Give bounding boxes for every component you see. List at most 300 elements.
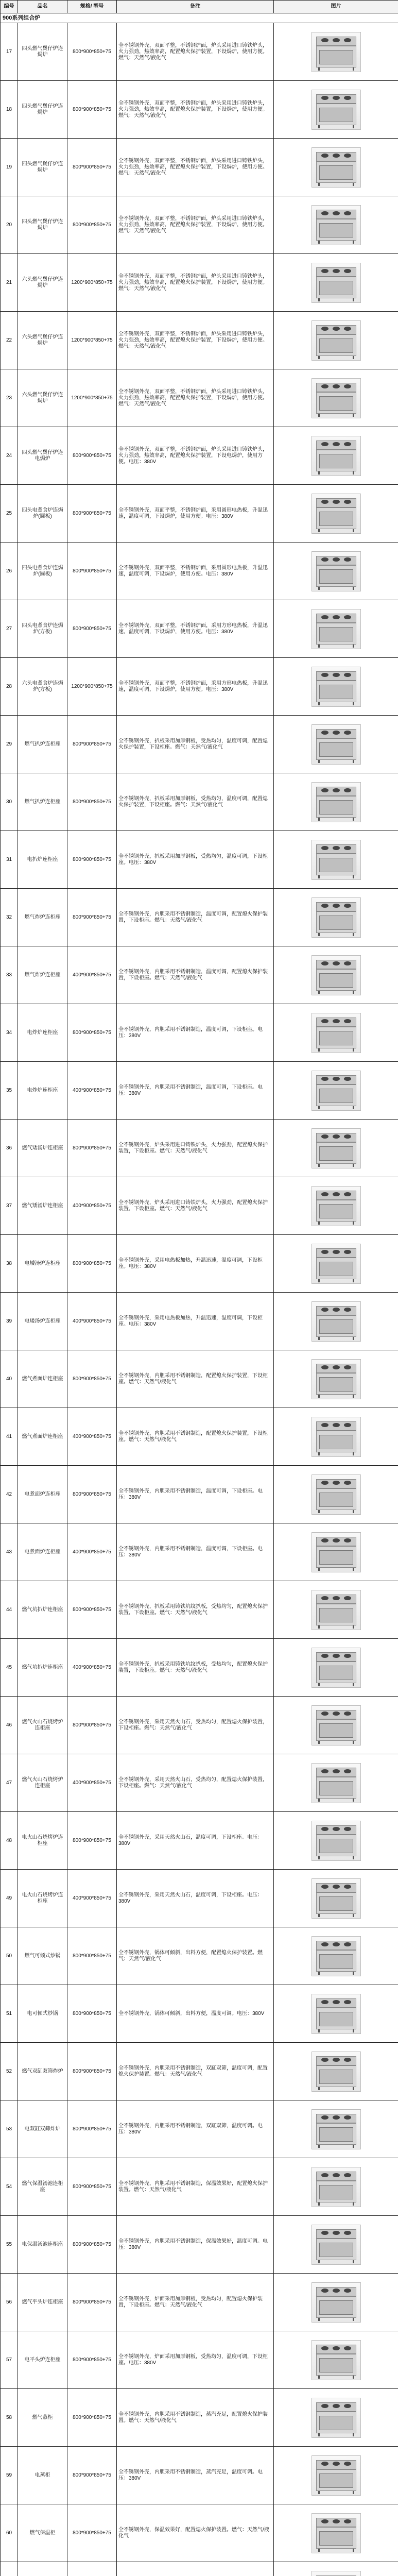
- product-photo: [312, 1532, 361, 1572]
- product-spec: 800*900*850+75: [67, 2504, 117, 2562]
- product-image-cell: [274, 1870, 398, 1927]
- header-name: 品名: [18, 1, 67, 13]
- product-name: 电平头炉连柜座: [18, 2331, 67, 2389]
- product-image-cell: [274, 889, 398, 946]
- product-remark: 全不锈钢外壳，内胆采用不锈钢制造，双缸双筛，温度可调。电压：380V: [117, 2100, 274, 2158]
- product-remark: 全不锈钢外壳，内胆采用不锈钢制造，温度可调，下设柜座。电压：380V: [117, 1523, 274, 1581]
- product-name: 燃气保温柜: [18, 2504, 67, 2562]
- product-photo: [312, 955, 361, 995]
- table-row: [1, 1697, 398, 1754]
- product-image-cell: [274, 2562, 398, 2576]
- table-row: [1, 1754, 398, 1812]
- product-image-cell: [274, 1927, 398, 1985]
- product-spec: 800*900*850+75: [67, 600, 117, 658]
- product-name: 燃气炸炉连柜座: [18, 889, 67, 946]
- product-photo: [312, 1878, 361, 1919]
- product-photo: [312, 609, 361, 649]
- row-number: 34: [1, 1004, 18, 1062]
- product-name: 电炸炉连柜座: [18, 1062, 67, 1120]
- product-spec: 800*900*850+75: [67, 1581, 117, 1639]
- row-number: 60: [1, 2504, 18, 2562]
- product-photo: [312, 1590, 361, 1630]
- table-row: [1, 2504, 398, 2562]
- product-name: 电火山石烧烤炉连柜座: [18, 1870, 67, 1927]
- product-image-cell: [274, 1004, 398, 1062]
- row-number: 26: [1, 543, 18, 600]
- product-name: 四头电煮食炉连焗炉(方板): [18, 600, 67, 658]
- table-row: [1, 81, 398, 139]
- table-row: [1, 485, 398, 543]
- product-image-cell: [274, 1177, 398, 1235]
- product-spec: 800*900*850+75: [67, 2100, 117, 2158]
- row-number: 46: [1, 1697, 18, 1754]
- product-image-cell: [274, 23, 398, 81]
- row-number: 17: [1, 23, 18, 81]
- product-remark: 全不锈钢外壳，炉面采用加厚钢板，受热均匀，配置熄火保护装置，下设柜座。燃气：天然气/液化气: [117, 2274, 274, 2331]
- row-number: 39: [1, 1293, 18, 1350]
- table-row: [1, 2447, 398, 2504]
- product-name: 电火山石烧烤炉连柜座: [18, 1812, 67, 1870]
- table-row: [1, 2274, 398, 2331]
- product-photo: [312, 667, 361, 707]
- product-remark: 全不锈钢外壳，内胆采用不锈钢制造，温度可调，下设柜座。电压：380V: [117, 1004, 274, 1062]
- row-number: 50: [1, 1927, 18, 1985]
- product-image-cell: [274, 773, 398, 831]
- product-name: 四头电煮食炉连焗炉(圆板): [18, 543, 67, 600]
- product-name: 燃气双缸双筛炸炉: [18, 2043, 67, 2100]
- product-image-cell: [274, 716, 398, 773]
- product-spec: 800*900*850+75: [67, 2216, 117, 2274]
- table-row: [1, 1293, 398, 1350]
- table-row: [1, 2158, 398, 2216]
- product-photo: [312, 1763, 361, 1803]
- product-image-cell: [274, 1985, 398, 2043]
- product-spec: 800*900*850+75: [67, 1466, 117, 1523]
- table-row: [1, 427, 398, 485]
- row-number: 54: [1, 2158, 18, 2216]
- product-image-cell: [274, 600, 398, 658]
- product-spec: 800*900*850+75: [67, 2447, 117, 2504]
- product-spec: 800*900*850+75: [67, 831, 117, 889]
- table-row: [1, 1870, 398, 1927]
- product-photo: [312, 494, 361, 534]
- product-name: 燃气煮面炉连柜座: [18, 1350, 67, 1408]
- table-row: [1, 543, 398, 600]
- product-remark: 全不锈钢外壳，炉头采用进口铸铁炉头，火力强劲，配置熄火保护装置，下设柜座。燃气：天然气/液化气: [117, 1120, 274, 1177]
- header-spec: 规格/ 型号: [67, 1, 117, 13]
- row-number: 18: [1, 81, 18, 139]
- table-row: [1, 600, 398, 658]
- row-number: 20: [1, 196, 18, 254]
- product-remark: 全不锈钢外壳，采用天然火山石，受热均匀，配置熄火保护装置，下设柜座。燃气：天然气/液化气: [117, 1697, 274, 1754]
- product-image-cell: [274, 2504, 398, 2562]
- product-name: 电可倾式炒锅: [18, 1985, 67, 2043]
- product-image-cell: [274, 658, 398, 716]
- product-spec: 400*900*850+75: [67, 1639, 117, 1697]
- table-row: [1, 2043, 398, 2100]
- product-spec: 800*900*850+75: [67, 1004, 117, 1062]
- row-number: 56: [1, 2274, 18, 2331]
- row-number: 22: [1, 312, 18, 369]
- product-remark: 全不锈钢外壳，炉面采用加厚钢板，受热均匀，温度可调，下设柜座。电压：380V: [117, 2331, 274, 2389]
- table-row: [1, 1581, 398, 1639]
- product-spec: 800*900*850+75: [67, 2331, 117, 2389]
- product-spec: 1200*900*850+75: [67, 254, 117, 312]
- product-remark: 全不锈钢外壳，锅体可倾斜，出料方便，温度可调。电压：380V: [117, 1985, 274, 2043]
- section-title: 900系列组合炉: [1, 13, 398, 23]
- product-photo: [312, 205, 361, 245]
- table-body: [1, 13, 398, 2576]
- product-photo: [312, 782, 361, 822]
- product-photo: [312, 1013, 361, 1053]
- product-photo: [312, 263, 361, 303]
- product-name: 燃气矮汤炉连柜座: [18, 1177, 67, 1235]
- product-spec: 400*900*850+75: [67, 1177, 117, 1235]
- product-photo: [312, 2167, 361, 2207]
- product-spec: 800*900*850+75: [67, 2274, 117, 2331]
- product-image-cell: [274, 1697, 398, 1754]
- product-image-cell: [274, 369, 398, 427]
- product-name: 六头燃气煲仔炉连焗炉: [18, 254, 67, 312]
- product-name: 电保温汤池连柜座: [18, 2216, 67, 2274]
- product-image-cell: [274, 2158, 398, 2216]
- product-name: 四头燃气煲仔炉连焗炉: [18, 81, 67, 139]
- row-number: 59: [1, 2447, 18, 2504]
- product-spec: 800*900*850+75: [67, 1350, 117, 1408]
- product-remark: 全不锈钢外壳，采用天然火山石，温度可调，下设柜座。电压：380V: [117, 1870, 274, 1927]
- row-number: 28: [1, 658, 18, 716]
- product-remark: 全不锈钢外壳，扒板采用加厚钢板，受热均匀，温度可调，下设柜座。电压：380V: [117, 831, 274, 889]
- product-photo: [312, 1821, 361, 1861]
- product-name: 电扒炉连柜座: [18, 831, 67, 889]
- product-remark: 全不锈钢外壳，扒板采用加厚钢板，受热均匀，温度可调，配置熄火保护装置，下设柜座。燃气：天然气/液化气: [117, 773, 274, 831]
- product-image-cell: [274, 2447, 398, 2504]
- product-photo: [312, 2398, 361, 2438]
- product-photo: [312, 1071, 361, 1111]
- product-spec: 800*900*850+75: [67, 1927, 117, 1985]
- table-row: [1, 254, 398, 312]
- section-row: [1, 13, 398, 23]
- row-number: 40: [1, 1350, 18, 1408]
- product-photo: [312, 2340, 361, 2380]
- product-image-cell: [274, 1754, 398, 1812]
- table-row: [1, 1062, 398, 1120]
- product-name: 六头燃气煲仔炉连焗炉: [18, 312, 67, 369]
- product-spec: 800*900*850+75: [67, 485, 117, 543]
- product-photo: [312, 378, 361, 418]
- product-spec: 800*900*850+75: [67, 543, 117, 600]
- product-photo: [312, 724, 361, 765]
- product-remark: 全不锈钢外壳，双面平整，不锈钢炉面，采用方形电热板，升温迅速，温度可调，下设焗炉，使用方便。电压：380V: [117, 600, 274, 658]
- product-image-cell: [274, 1812, 398, 1870]
- product-remark: 全不锈钢外壳，双面平整，不锈钢炉面，采用圆形电热板，升温迅速，温度可调，下设焗炉，使用方便。电压：380V: [117, 485, 274, 543]
- product-remark: 全不锈钢外壳，双面平整，不锈钢炉面，炉头采用进口铸铁炉头，火力强劲，热效率高，配置熄火保护装置，下设焗炉，使用方便。燃气：天然气/液化气: [117, 139, 274, 196]
- product-remark: 全不锈钢外壳，双面平整，不锈钢炉面，炉头采用进口铸铁炉头，火力强劲，热效率高，配置熄火保护装置，下设焗炉，使用方便。燃气：天然气/液化气: [117, 81, 274, 139]
- row-number: 29: [1, 716, 18, 773]
- product-spec: [67, 2562, 117, 2576]
- product-photo: [312, 1301, 361, 1342]
- table-row: [1, 1985, 398, 2043]
- row-number: 45: [1, 1639, 18, 1697]
- product-spec: 800*900*850+75: [67, 889, 117, 946]
- row-number: 55: [1, 2216, 18, 2274]
- product-remark: 全不锈钢外壳，采用天然火山石，受热均匀，配置熄火保护装置，下设柜座。燃气：天然气/液化气: [117, 1754, 274, 1812]
- product-remark: 全不锈钢外壳，扒板采用铸铁坑纹扒板，受热均匀，配置熄火保护装置，下设柜座。燃气：天然气/液化气: [117, 1581, 274, 1639]
- row-number: 24: [1, 427, 18, 485]
- table-row: [1, 2562, 398, 2576]
- product-remark: 全不锈钢外壳，内胆采用不锈钢制造，蒸汽充足，温度可调。电压：380V: [117, 2447, 274, 2504]
- product-photo: [312, 1359, 361, 1399]
- product-photo: [312, 320, 361, 361]
- product-photo: [312, 32, 361, 72]
- product-spec: 800*900*850+75: [67, 81, 117, 139]
- product-name: 燃气蒸柜: [18, 2389, 67, 2447]
- product-remark: 全不锈钢外壳，内胆采用不锈钢制造，保温效果好，温度可调。电压：380V: [117, 2216, 274, 2274]
- header-remark: 备注: [117, 1, 274, 13]
- table-row: [1, 1812, 398, 1870]
- product-image-cell: [274, 543, 398, 600]
- product-name: 燃气保温汤池连柜座: [18, 2158, 67, 2216]
- product-remark: 全不锈钢外壳，双面平整，不锈钢炉面，采用圆形电热板，升温迅速，温度可调，下设焗炉，使用方便。电压：380V: [117, 543, 274, 600]
- product-spec: 800*900*850+75: [67, 23, 117, 81]
- header-image: 图片: [274, 1, 398, 13]
- product-remark: 全不锈钢外壳，内胆采用不锈钢制造，温度可调，配置熄火保护装置，下设柜座。燃气：天然气/液化气: [117, 889, 274, 946]
- table-row: [1, 23, 398, 81]
- row-number: 21: [1, 254, 18, 312]
- product-photo: [312, 2052, 361, 2092]
- product-image-cell: [274, 2389, 398, 2447]
- row-number: 31: [1, 831, 18, 889]
- product-spec: 800*900*850+75: [67, 1985, 117, 2043]
- product-image-cell: [274, 485, 398, 543]
- product-image-cell: [274, 1293, 398, 1350]
- product-photo: [312, 2282, 361, 2323]
- product-photo: [312, 1128, 361, 1168]
- product-image-cell: [274, 254, 398, 312]
- product-remark: 全不锈钢外壳，双面平整，不锈钢炉面，炉头采用进口铸铁炉头，火力强劲，热效率高，配置熄火保护装置，下设焗炉，使用方便。燃气：天然气/液化气: [117, 312, 274, 369]
- product-remark: [117, 2562, 274, 2576]
- product-image-cell: [274, 2043, 398, 2100]
- product-name: 电煮面炉连柜座: [18, 1523, 67, 1581]
- product-image-cell: [274, 81, 398, 139]
- product-image-cell: [274, 1408, 398, 1466]
- row-number: 41: [1, 1408, 18, 1466]
- product-spec: 400*900*850+75: [67, 1754, 117, 1812]
- product-image-cell: [274, 1523, 398, 1581]
- product-spec: 800*900*850+75: [67, 773, 117, 831]
- product-image-cell: [274, 1120, 398, 1177]
- table-row: [1, 1523, 398, 1581]
- product-remark: 全不锈钢外壳，内胆采用不锈钢制造，配置熄火保护装置，下设柜座。燃气：天然气/液化气: [117, 1408, 274, 1466]
- product-spec: 400*900*850+75: [67, 946, 117, 1004]
- row-number: 44: [1, 1581, 18, 1639]
- table-row: [1, 2216, 398, 2274]
- product-name: 燃气扒炉连柜座: [18, 773, 67, 831]
- row-number: 30: [1, 773, 18, 831]
- table-row: [1, 1408, 398, 1466]
- product-photo: [312, 436, 361, 476]
- table-row: [1, 889, 398, 946]
- product-name: 四头燃气煲仔炉连焗炉: [18, 23, 67, 81]
- product-name: 燃气平头炉连柜座: [18, 2274, 67, 2331]
- product-name: 燃气煮面炉连柜座: [18, 1408, 67, 1466]
- product-name: 电双缸双筛炸炉: [18, 2100, 67, 2158]
- row-number: 38: [1, 1235, 18, 1293]
- product-spec: 800*900*850+75: [67, 427, 117, 485]
- product-name: 六头燃气煲仔炉连焗炉: [18, 369, 67, 427]
- product-photo: [312, 1648, 361, 1688]
- product-spec: 800*900*850+75: [67, 716, 117, 773]
- product-remark: 全不锈钢外壳，内胆采用不锈钢制造，配置熄火保护装置，下设柜座。燃气：天然气/液化气: [117, 1350, 274, 1408]
- product-remark: 全不锈钢外壳，保温效果好，配置熄火保护装置。燃气：天然气/液化气: [117, 2504, 274, 2562]
- product-photo: [312, 1705, 361, 1745]
- table-row: [1, 1927, 398, 1985]
- product-name: 燃气火山石烧烤炉连柜座: [18, 1754, 67, 1812]
- product-name: 四头燃气煲仔炉连焗炉: [18, 139, 67, 196]
- table-row: [1, 773, 398, 831]
- row-number: 23: [1, 369, 18, 427]
- product-photo: [312, 1186, 361, 1226]
- product-image-cell: [274, 427, 398, 485]
- table-row: [1, 139, 398, 196]
- product-remark: 全不锈钢外壳，扒板采用加厚钢板，受热均匀，温度可调，配置熄火保护装置，下设柜座。燃气：天然气/液化气: [117, 716, 274, 773]
- product-remark: 全不锈钢外壳，双面平整，不锈钢炉面，炉头采用进口铸铁炉头，火力强劲，热效率高，配置熄火保护装置，下设焗炉，使用方便。燃气：天然气/液化气: [117, 23, 274, 81]
- product-spec: 400*900*850+75: [67, 1062, 117, 1120]
- product-name: [18, 2562, 67, 2576]
- product-photo: [312, 1475, 361, 1515]
- product-spec: 1200*900*850+75: [67, 312, 117, 369]
- product-image-cell: [274, 1466, 398, 1523]
- product-image-cell: [274, 2216, 398, 2274]
- table-row: [1, 1350, 398, 1408]
- row-number: 33: [1, 946, 18, 1004]
- table-row: [1, 716, 398, 773]
- product-remark: 全不锈钢外壳，炉头采用进口铸铁炉头，火力强劲，配置熄火保护装置，下设柜座。燃气：天然气/液化气: [117, 1177, 274, 1235]
- product-spec: 800*900*850+75: [67, 1812, 117, 1870]
- product-image-cell: [274, 1235, 398, 1293]
- table-row: [1, 196, 398, 254]
- product-spec: 800*900*850+75: [67, 2158, 117, 2216]
- row-number: 43: [1, 1523, 18, 1581]
- product-name: 电蒸柜: [18, 2447, 67, 2504]
- product-remark: 全不锈钢外壳，内胆采用不锈钢制造，温度可调，配置熄火保护装置，下设柜座。燃气：天然气/液化气: [117, 946, 274, 1004]
- product-photo: [312, 840, 361, 880]
- product-photo: [312, 551, 361, 591]
- product-spec: 800*900*850+75: [67, 2043, 117, 2100]
- row-number: 53: [1, 2100, 18, 2158]
- table-row: [1, 1004, 398, 1062]
- product-name: 电煮面炉连柜座: [18, 1466, 67, 1523]
- product-photo: [312, 2225, 361, 2265]
- product-photo: [312, 1936, 361, 1976]
- product-name: 燃气坑扒炉连柜座: [18, 1639, 67, 1697]
- product-image-cell: [274, 196, 398, 254]
- product-remark: 全不锈钢外壳，扒板采用铸铁坑纹扒板，受热均匀，配置熄火保护装置，下设柜座。燃气：天然气/液化气: [117, 1639, 274, 1697]
- product-name: 燃气可倾式炒锅: [18, 1927, 67, 1985]
- row-number: 36: [1, 1120, 18, 1177]
- table-row: [1, 2389, 398, 2447]
- product-spec: 800*900*850+75: [67, 196, 117, 254]
- product-remark: 全不锈钢外壳，内胆采用不锈钢制造，温度可调，下设柜座。电压：380V: [117, 1062, 274, 1120]
- row-number: 58: [1, 2389, 18, 2447]
- row-number: 19: [1, 139, 18, 196]
- product-remark: 全不锈钢外壳，双面平整，不锈钢炉面，炉头采用进口铸铁炉头，火力强劲，热效率高，配置熄火保护装置，下设焗炉，使用方便。燃气：天然气/液化气: [117, 196, 274, 254]
- product-image-cell: [274, 1581, 398, 1639]
- product-photo: [312, 2513, 361, 2553]
- row-number: 51: [1, 1985, 18, 2043]
- table-row: [1, 831, 398, 889]
- product-remark: 全不锈钢外壳，采用电热板加热，升温迅速，温度可调，下设柜座。电压：380V: [117, 1293, 274, 1350]
- product-spec: 800*900*850+75: [67, 2389, 117, 2447]
- row-number: [1, 2562, 18, 2576]
- row-number: 52: [1, 2043, 18, 2100]
- row-number: 57: [1, 2331, 18, 2389]
- product-spec: 1200*900*850+75: [67, 369, 117, 427]
- product-remark: 全不锈钢外壳，内胆采用不锈钢制造，保温效果好，配置熄火保护装置。燃气：天然气/液化气: [117, 2158, 274, 2216]
- product-image-cell: [274, 2331, 398, 2389]
- product-image-cell: [274, 139, 398, 196]
- product-image-cell: [274, 1350, 398, 1408]
- product-remark: 全不锈钢外壳，内胆采用不锈钢制造，双缸双筛，温度可调，配置熄火保护装置。燃气：天然气/液化气: [117, 2043, 274, 2100]
- table-row: [1, 2331, 398, 2389]
- product-photo: [312, 1994, 361, 2034]
- product-remark: 全不锈钢外壳，内胆采用不锈钢制造，温度可调，下设柜座。电压：380V: [117, 1466, 274, 1523]
- product-name: 六头电煮食炉连焗炉(方板): [18, 658, 67, 716]
- table-row: [1, 1466, 398, 1523]
- table-row: [1, 2100, 398, 2158]
- table-row: [1, 1639, 398, 1697]
- product-name: 燃气坑扒炉连柜座: [18, 1581, 67, 1639]
- product-image-cell: [274, 312, 398, 369]
- product-image-cell: [274, 2100, 398, 2158]
- product-photo: [312, 2571, 361, 2576]
- product-photo: [312, 2109, 361, 2149]
- product-image-cell: [274, 2274, 398, 2331]
- product-image-cell: [274, 1062, 398, 1120]
- product-name: 电矮汤炉连柜座: [18, 1293, 67, 1350]
- product-remark: 全不锈钢外壳，双面平整，不锈钢炉面，采用方形电热板，升温迅速，温度可调，下设焗炉，使用方便。电压：380V: [117, 658, 274, 716]
- product-remark: 全不锈钢外壳，双面平整，不锈钢炉面，炉头采用进口铸铁炉头，火力强劲，热效率高，配置熄火保护装置，下设电焗炉，使用方便。电压：380V: [117, 427, 274, 485]
- table-row: [1, 946, 398, 1004]
- row-number: 47: [1, 1754, 18, 1812]
- product-remark: 全不锈钢外壳，双面平整，不锈钢炉面，炉头采用进口铸铁炉头，火力强劲，热效率高，配置熄火保护装置，下设焗炉，使用方便。燃气：天然气/液化气: [117, 254, 274, 312]
- product-name: 四头燃气煲仔炉连电焗炉: [18, 427, 67, 485]
- product-photo: [312, 147, 361, 188]
- row-number: 27: [1, 600, 18, 658]
- row-number: 37: [1, 1177, 18, 1235]
- product-spec: 400*900*850+75: [67, 1523, 117, 1581]
- product-name: 燃气火山石烧烤炉连柜座: [18, 1697, 67, 1754]
- product-name: 燃气炸炉连柜座: [18, 946, 67, 1004]
- product-name: 电炸炉连柜座: [18, 1004, 67, 1062]
- product-name: 燃气扒炉连柜座: [18, 716, 67, 773]
- product-name: 燃气矮汤炉连柜座: [18, 1120, 67, 1177]
- row-number: 35: [1, 1062, 18, 1120]
- header-no: 编号: [1, 1, 18, 13]
- product-spec: 400*900*850+75: [67, 1293, 117, 1350]
- product-photo: [312, 1244, 361, 1284]
- product-image-cell: [274, 831, 398, 889]
- product-remark: 全不锈钢外壳，采用电热板加热，升温迅速，温度可调，下设柜座。电压：380V: [117, 1235, 274, 1293]
- table-row: [1, 658, 398, 716]
- product-remark: 全不锈钢外壳，双面平整，不锈钢炉面，炉头采用进口铸铁炉头，火力强劲，热效率高，配置熄火保护装置，下设焗炉，使用方便。燃气：天然气/液化气: [117, 369, 274, 427]
- product-photo: [312, 897, 361, 938]
- product-photo: [312, 1417, 361, 1457]
- row-number: 48: [1, 1812, 18, 1870]
- product-name: 四头电煮食炉连焗炉(圆板): [18, 485, 67, 543]
- table-row: [1, 1120, 398, 1177]
- product-spec: 800*900*850+75: [67, 1120, 117, 1177]
